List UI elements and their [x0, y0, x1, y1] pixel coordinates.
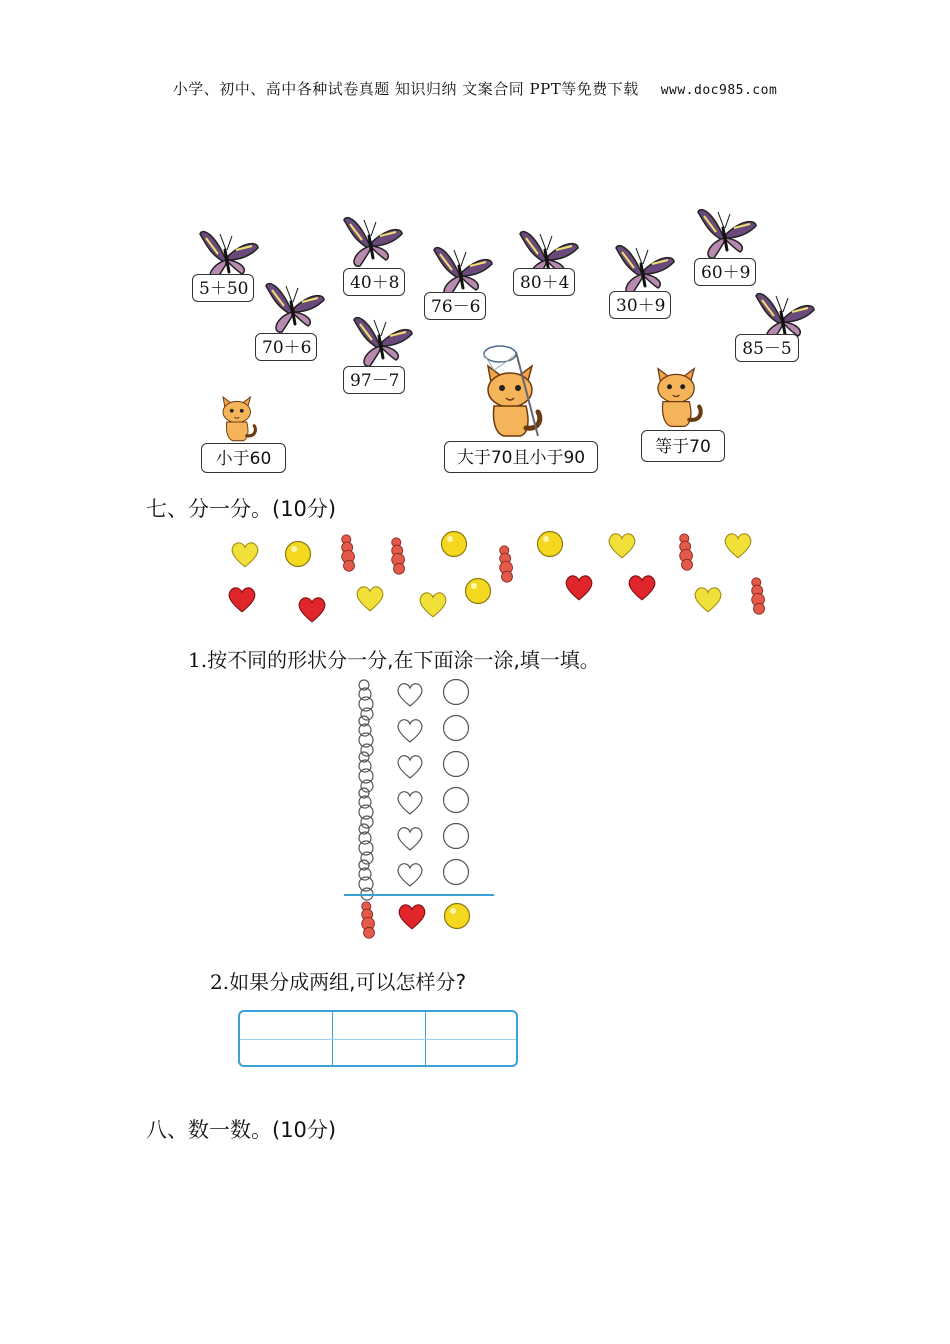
answer-cell[interactable]	[240, 1012, 332, 1039]
yellow-heart-icon	[417, 591, 449, 619]
page-header	[0, 78, 950, 99]
red-gourd-icon	[356, 900, 382, 940]
red-gourd-icon	[386, 536, 412, 576]
butterfly-expression: 40＋8	[343, 268, 405, 296]
yellow-ball-icon	[464, 577, 492, 605]
section-8-title: 八、数一数。(10分)	[146, 1118, 337, 1142]
header-url: www.doc985.com	[660, 83, 778, 98]
yellow-ball-icon	[284, 540, 312, 568]
butterfly-expression: 60＋9	[694, 258, 756, 286]
yellow-ball-icon	[536, 530, 564, 558]
question-2-text: 如果分成两组,可以怎样分?	[229, 970, 467, 994]
red-gourd-icon	[336, 533, 362, 573]
butterfly-expression: 5＋50	[192, 274, 254, 302]
yellow-heart-icon	[692, 586, 724, 614]
tally-column-outlines	[340, 676, 490, 892]
cat-icon	[210, 392, 266, 442]
cat-with-net-icon	[472, 340, 552, 440]
red-gourd-icon	[746, 576, 772, 616]
yellow-heart-icon	[606, 532, 638, 560]
butterfly-icon	[340, 212, 404, 272]
header-text: 小学、初中、高中各种试卷真题 知识归纳 文案合同 PPT等免费下载	[172, 80, 639, 98]
butterfly-expression: 97－7	[343, 366, 405, 394]
yellow-ball-icon	[443, 902, 471, 930]
yellow-heart-icon	[722, 532, 754, 560]
red-heart-icon	[563, 574, 595, 602]
cat-label: 大于70且小于90	[444, 441, 598, 473]
butterfly-expression: 30＋9	[609, 291, 671, 319]
question-1	[188, 644, 600, 673]
red-heart-icon	[396, 903, 428, 931]
question-1-number: 1.	[188, 648, 208, 672]
red-heart-icon	[296, 596, 328, 624]
answer-grid	[238, 1010, 518, 1067]
answer-cell[interactable]	[426, 1040, 516, 1065]
answer-cell[interactable]	[333, 1012, 425, 1039]
yellow-heart-icon	[229, 541, 261, 569]
cat-label: 等于70	[641, 430, 725, 462]
cat-icon	[646, 362, 726, 428]
butterfly-icon	[350, 312, 414, 372]
butterfly-expression: 80＋4	[513, 268, 575, 296]
question-2	[210, 966, 466, 995]
butterfly-expression: 76－6	[424, 292, 486, 320]
red-heart-icon	[226, 586, 258, 614]
red-heart-icon	[626, 574, 658, 602]
cat-label: 小于60	[201, 443, 286, 473]
butterfly-expression: 70＋6	[255, 333, 317, 361]
butterfly-icon	[262, 278, 326, 338]
red-gourd-icon	[494, 544, 520, 584]
butterfly-icon	[694, 204, 758, 264]
question-1-text: 按不同的形状分一分,在下面涂一涂,填一填。	[207, 648, 600, 672]
yellow-ball-icon	[440, 530, 468, 558]
yellow-heart-icon	[354, 585, 386, 613]
tally-baseline	[344, 894, 494, 896]
question-2-number: 2.	[210, 970, 230, 994]
section-7-title: 七、分一分。(10分)	[146, 497, 337, 521]
answer-cell[interactable]	[333, 1040, 425, 1065]
butterfly-expression: 85－5	[735, 334, 799, 362]
answer-cell[interactable]	[240, 1040, 332, 1065]
red-gourd-icon	[674, 532, 700, 572]
answer-cell[interactable]	[426, 1012, 516, 1039]
